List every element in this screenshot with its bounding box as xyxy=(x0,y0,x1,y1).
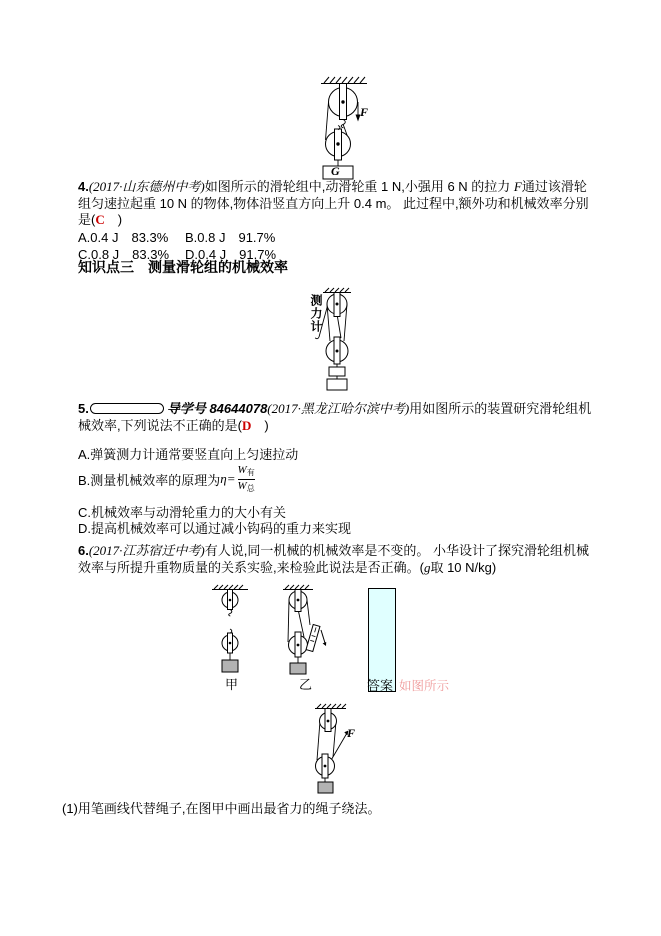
hook-icon xyxy=(338,126,340,130)
spring-gauge xyxy=(306,625,320,652)
exam-source: (2017·江苏宿迁中考) xyxy=(88,543,205,558)
q4-option-c: C.0.8 J 83.3% xyxy=(78,247,170,262)
fixed-pulley xyxy=(327,293,347,317)
movable-pulley xyxy=(289,632,308,657)
answer-figure-force-label: F xyxy=(347,726,356,740)
hook-icon xyxy=(341,120,345,128)
ceiling-hatch xyxy=(315,704,346,709)
hook-icon xyxy=(229,610,232,617)
ceiling-hatch xyxy=(283,585,313,590)
q4-option-d: D.0.4 J 91.7% xyxy=(185,247,277,262)
q6-answer-figure xyxy=(291,702,381,797)
ceiling-hatch xyxy=(212,585,248,590)
fixed-pulley xyxy=(222,590,238,610)
exam-source: (2017·黑龙江哈尔滨中考) xyxy=(267,401,410,416)
answer-hint-text: 如图所示 xyxy=(399,679,450,693)
answer-letter: C xyxy=(95,212,105,227)
question-5 xyxy=(78,401,597,434)
question-number: 4. xyxy=(78,179,89,194)
q4-pulley-figure xyxy=(303,74,388,180)
fixed-pulley xyxy=(320,709,337,732)
efficiency-formula xyxy=(238,464,255,495)
answer-tag[interactable]: 答案 xyxy=(367,678,394,693)
question-text: 用如图所示的装置研究滑轮组机械效率,下列说法不正确的是( xyxy=(78,401,592,433)
q4-option-b: B.0.8 J 91.7% xyxy=(185,230,276,245)
gravity-symbol: g xyxy=(423,559,431,575)
figure-jia-label: 甲 xyxy=(225,677,239,692)
question-6 xyxy=(78,543,597,576)
force-symbol: F xyxy=(513,179,522,194)
question-number: 5. xyxy=(78,401,89,416)
answer-letter: D xyxy=(241,417,252,433)
daoxuehao-label: 导学号 84644078 xyxy=(166,401,268,416)
question-text: 如图所示的滑轮组中,动滑轮重 1 N,小强用 6 N 的拉力 xyxy=(204,179,514,194)
q5-option-a: A.弹簧测力计通常要竖直向上匀速拉动 xyxy=(78,447,299,462)
exam-source: (2017·山东德州中考) xyxy=(88,179,205,194)
work-useful-symbol: W xyxy=(237,463,247,476)
pull-arrow-line xyxy=(321,630,325,643)
weight-block xyxy=(290,663,306,674)
question-text: 有人说,同一机械的机械效率是不变的。 小华设计了探究滑轮组机械效率与所提升重物质量的关系实验,来检验此说法是否正确。( xyxy=(78,543,589,575)
ceiling-hatch xyxy=(323,288,351,293)
question-number: 6. xyxy=(78,543,89,558)
weight-block xyxy=(222,660,238,672)
weight-block xyxy=(327,379,347,390)
question-text: ) xyxy=(251,417,269,433)
work-total-sub: 总 xyxy=(246,483,255,493)
daoxuehao-oval xyxy=(90,403,164,414)
work-useful-sub: 有 xyxy=(246,467,255,477)
question-text: 通过该滑轮组匀速拉起重 10 N 的物体,物体沿竖直方向上升 0.4 m。 此过程中,额外功和机械效率分别是( xyxy=(78,179,589,227)
ceiling-hatch xyxy=(321,77,367,84)
q6-part1-text: (1)用笔画线代替绳子,在图甲中画出最省力的绳子绕法。 xyxy=(62,801,381,816)
q5-option-d: D.提高机械效率可以通过减小钩码的重力来实现 xyxy=(78,521,352,536)
q4-option-a: A.0.4 J 83.3% xyxy=(78,230,169,245)
question-text: 取 10 N/kg) xyxy=(430,559,497,575)
q5-option-b xyxy=(78,464,255,494)
fixed-pulley xyxy=(329,84,358,120)
q5-gauge-label: 测力计 xyxy=(309,294,323,333)
q6-figure-yi xyxy=(270,584,350,676)
movable-pulley xyxy=(222,633,238,653)
q6-figure-jia xyxy=(203,584,261,676)
q5-option-c: C.机械效率与动滑轮重力的大小有关 xyxy=(78,505,287,520)
question-4 xyxy=(78,179,597,229)
eta-symbol: η= xyxy=(220,471,236,486)
figure-yi-label: 乙 xyxy=(299,677,313,692)
q4-force-label: F xyxy=(360,105,369,119)
movable-pulley xyxy=(326,337,348,364)
movable-pulley xyxy=(316,754,335,778)
fixed-pulley xyxy=(289,590,307,612)
weight-block xyxy=(329,367,345,376)
option-text: B.测量机械效率的原理为 xyxy=(78,472,221,488)
work-total-symbol: W xyxy=(237,479,247,492)
question-text: ) xyxy=(104,212,123,227)
q4-weight-label: G xyxy=(331,164,340,178)
section-heading: 知识点三 测量滑轮组的机械效率 xyxy=(78,259,288,275)
weight-block xyxy=(318,782,333,793)
